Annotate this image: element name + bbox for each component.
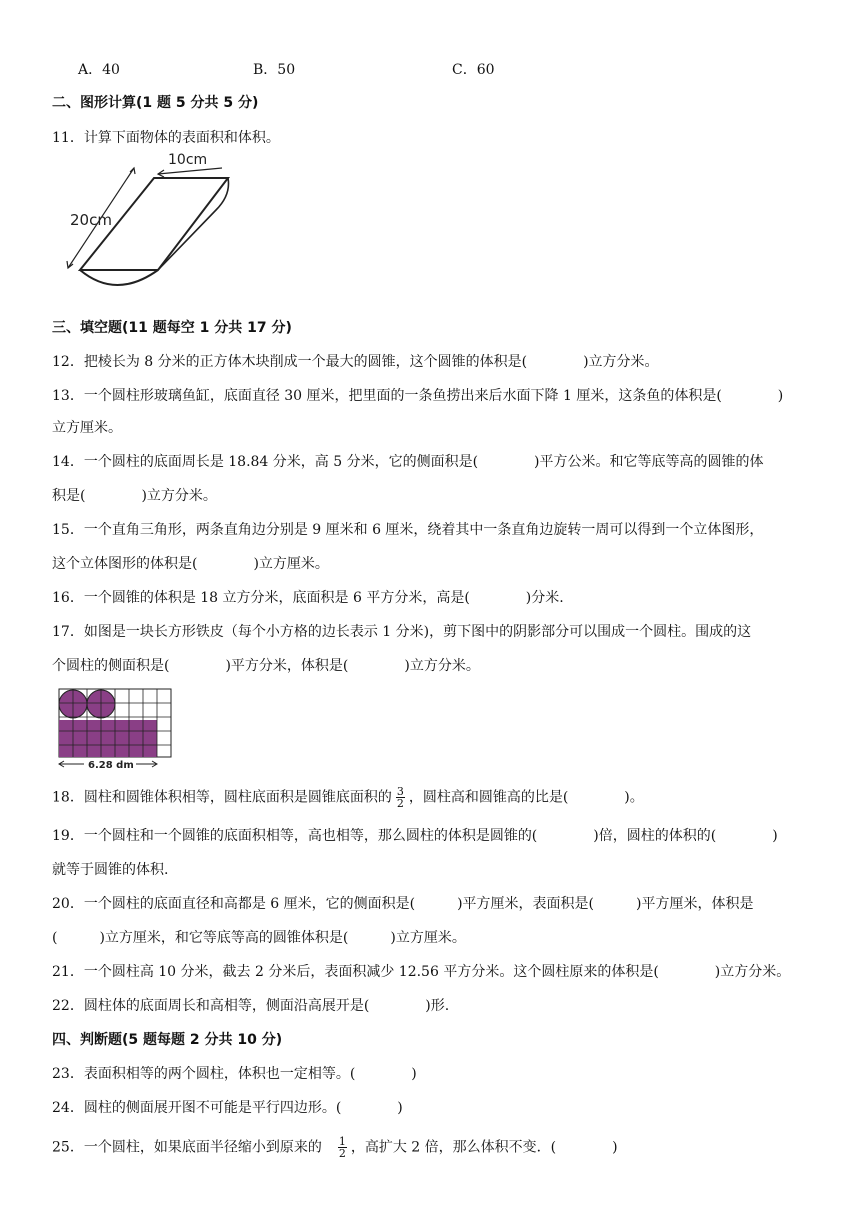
q13-line2: 立方厘米。 — [52, 420, 122, 436]
q19-line2: 就等于圆锥的体积. — [52, 862, 169, 878]
q14-line1: 14．一个圆柱的底面周长是 18.84 分米，高 5 分米，它的侧面积是( )平方公米。和它等底等高的圆锥的体 — [52, 454, 764, 470]
q25-pre: 25．一个圆柱，如果底面半径缩小到原来的 — [52, 1139, 322, 1156]
q17-line1: 17．如图是一块长方形铁皮（每个小方格的边长表示 1 分米)，剪下图中的阴影部分可以围成一个圆柱。围成的这 — [52, 624, 752, 640]
option-c: C．60 — [452, 62, 495, 78]
q12-text: 12．把棱长为 8 分米的正方体木块削成一个最大的圆锥，这个圆锥的体积是( )立方分米。 — [52, 354, 659, 370]
section4-title: 四、判断题(5 题每题 2 分共 10 分) — [52, 1032, 283, 1048]
q14-line2: 积是( )立方分米。 — [52, 488, 217, 504]
length-label: 20cm — [70, 211, 112, 229]
q20-line2: ( )立方厘米，和它等底等高的圆锥体积是( )立方厘米。 — [52, 930, 466, 946]
section3-title: 三、填空题(11 题每空 1 分共 17 分) — [52, 320, 292, 336]
q17-line2: 个圆柱的侧面积是( )平方分米，体积是( )立方分米。 — [52, 658, 480, 674]
grid-figure — [56, 686, 176, 772]
q15-line2: 这个立体图形的体积是( )立方厘米。 — [52, 556, 329, 572]
option-b: B．50 — [253, 62, 296, 78]
section2-title: 二、图形计算(1 题 5 分共 5 分) — [52, 95, 259, 111]
q18-fraction — [396, 786, 405, 809]
q25-post: ，高扩大 2 倍，那么体积不变．( ) — [350, 1139, 618, 1156]
q18-post: ，圆柱高和圆锥高的比是( )。 — [408, 789, 644, 806]
q16-text: 16．一个圆锥的体积是 18 立方分米，底面积是 6 平方分米，高是( )分米. — [52, 590, 564, 606]
q19-line1: 19．一个圆柱和一个圆锥的底面积相等，高也相等，那么圆柱的体积是圆锥的( )倍，圆柱的体积的( ) — [52, 828, 778, 844]
q21-text: 21．一个圆柱高 10 分米，截去 2 分米后，表面积减少 12.56 平方分米。这个圆柱原来的体积是( )立方分米。 — [52, 964, 791, 980]
q15-line1: 15．一个直角三角形，两条直角边分别是 9 厘米和 6 厘米，绕着其中一条直角边旋转一周可以得到一个立体图形， — [52, 522, 764, 538]
q22-text: 22．圆柱体的底面周长和高相等，侧面沿高展开是( )形. — [52, 998, 450, 1014]
q24-text: 24．圆柱的侧面展开图不可能是平行四边形。( ) — [52, 1100, 403, 1116]
half-cylinder-figure — [56, 150, 236, 290]
width-label: 10cm — [168, 152, 208, 168]
q11-text: 11．计算下面物体的表面积和体积。 — [52, 130, 280, 146]
q18-pre: 18．圆柱和圆锥体积相等，圆柱底面积是圆锥底面积的 — [52, 789, 392, 806]
q13-line1: 13．一个圆柱形玻璃鱼缸，底面直径 30 厘米，把里面的一条鱼捞出来后水面下降 1 厘米，这条鱼的体积是( ) — [52, 388, 784, 404]
q18-den: 2 — [396, 797, 404, 810]
option-a: A．40 — [78, 62, 120, 78]
dim-label: 6.28 dm — [88, 760, 134, 771]
q20-line1: 20．一个圆柱的底面直径和高都是 6 厘米，它的侧面积是( )平方厘米，表面积是( )平方厘米，体积是 — [52, 896, 754, 912]
q25-num: 1 — [338, 1135, 346, 1148]
q25-den: 2 — [338, 1147, 346, 1160]
q25-fraction — [338, 1136, 347, 1159]
q18-num: 3 — [396, 785, 404, 798]
q18-text — [52, 786, 808, 809]
q25-text — [52, 1136, 808, 1159]
q23-text: 23．表面积相等的两个圆柱，体积也一定相等。( ) — [52, 1066, 417, 1082]
